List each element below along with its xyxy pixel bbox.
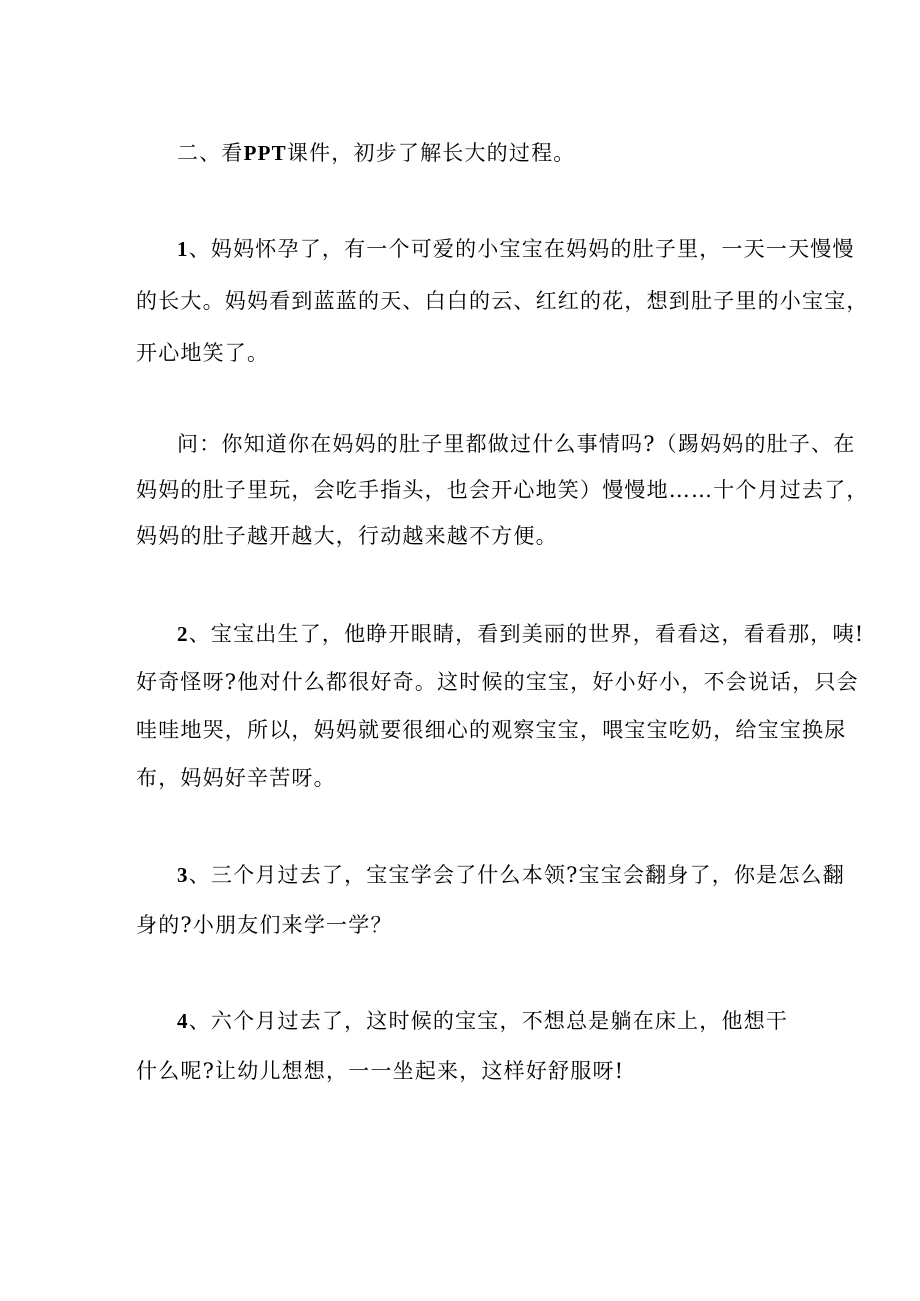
- paragraph-text: 、妈妈怀孕了，有一个可爱的小宝宝在妈妈的肚子里，一天一天慢慢: [188, 237, 855, 261]
- paragraph-4-line-2: 什么呢?让幼儿想想，一一坐起来，这样好舒服呀!: [136, 1059, 625, 1083]
- paragraph-2-line-3: 哇哇地哭，所以，妈妈就要很细心的观察宝宝，喂宝宝吃奶，给宝宝换尿: [136, 718, 847, 742]
- paragraph-2-line-2: 好奇怪呀?他对什么都很好奇。这时候的宝宝，好小好小，不会说话，只会: [136, 670, 859, 694]
- section-heading: [177, 138, 575, 168]
- question-line-3: 妈妈的肚子越开越大，行动越来越不方便。: [136, 524, 558, 548]
- question-line-2: 妈妈的肚子里玩，会吃手指头，也会开心地笑）慢慢地……十个月过去了，: [136, 478, 869, 502]
- paragraph-4-line-1: [177, 1006, 788, 1036]
- heading-rest: 课件，初步了解长大的过程。: [286, 141, 576, 165]
- paragraph-3-line-1: [177, 860, 845, 890]
- paragraph-number: 4: [177, 1009, 189, 1033]
- paragraph-text: 、六个月过去了，这时候的宝宝，不想总是躺在床上，他想干: [188, 1009, 789, 1033]
- paragraph-2-line-1: [177, 619, 864, 649]
- paragraph-2-line-4: 布，妈妈好辛苦呀。: [136, 766, 336, 790]
- paragraph-1-line-3: 开心地笑了。: [136, 341, 270, 365]
- paragraph-text: 、三个月过去了，宝宝学会了什么本领?宝宝会翻身了，你是怎么翻: [188, 863, 845, 887]
- paragraph-1-line-1: [177, 234, 855, 264]
- paragraph-number: 1: [177, 237, 189, 261]
- paragraph-3-line-2: 身的?小朋友们来学一学？: [136, 913, 393, 937]
- paragraph-text: 、宝宝出生了，他睁开眼睛，看到美丽的世界，看看这，看看那，咦!: [188, 622, 865, 646]
- heading-ppt: PPT: [243, 141, 287, 165]
- paragraph-1-line-2: 的长大。妈妈看到蓝蓝的天、白白的云、红红的花，想到肚子里的小宝宝，: [136, 289, 869, 313]
- paragraph-number: 3: [177, 863, 189, 887]
- heading-prefix: 二、看: [177, 141, 244, 165]
- paragraph-number: 2: [177, 622, 189, 646]
- question-line-1: 问：你知道你在妈妈的肚子里都做过什么事情吗?（踢妈妈的肚子、在: [177, 432, 856, 456]
